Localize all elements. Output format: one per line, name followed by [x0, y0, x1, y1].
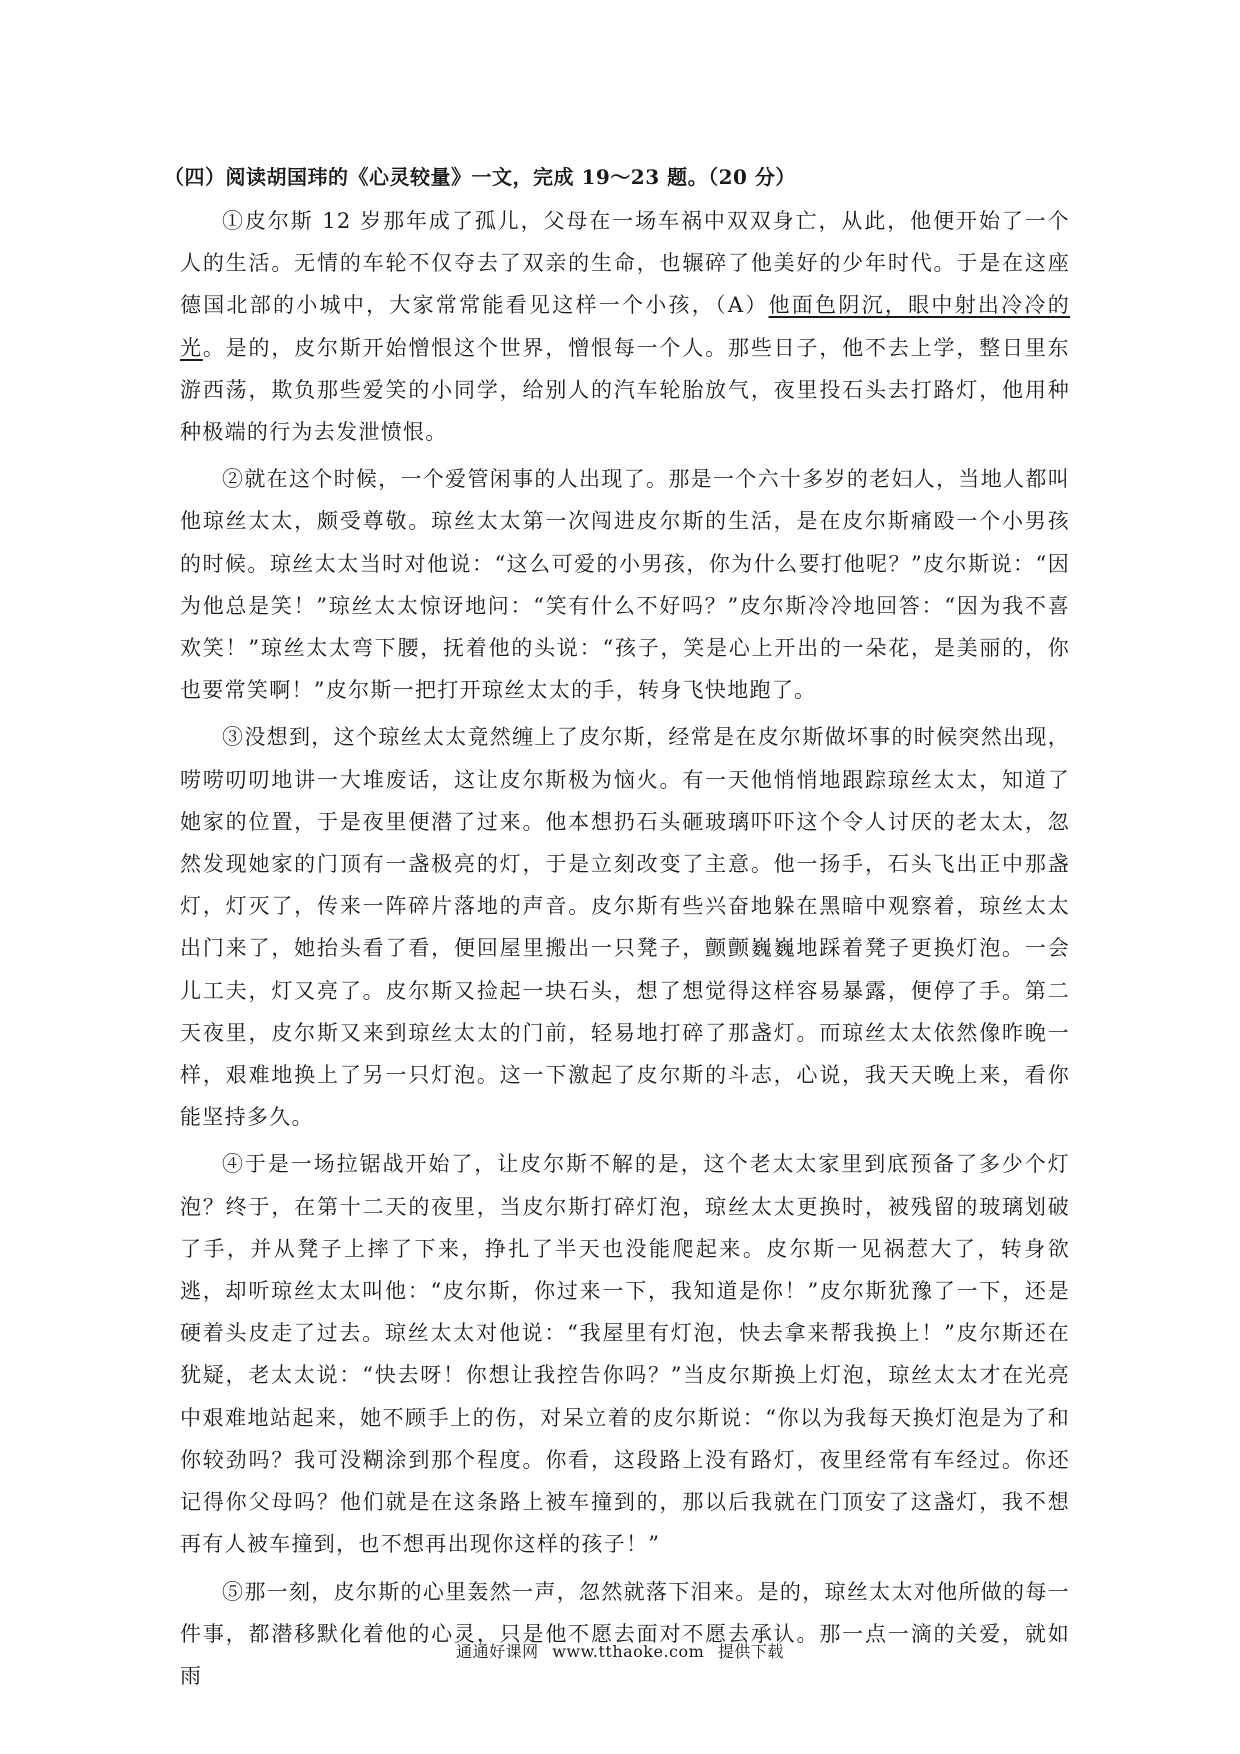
- paragraph-1-text-start: ①皮尔斯 12 岁那年成了孤儿，父母在一场车祸中双双身亡，从此，他便开始了一个人的生活。无情的车轮不仅夺去了双亲的生命，也辗碎了他美好的少年时代。于是在这座德国北部的小城中，大家常常能看见这样一个小孩，（A）: [180, 209, 1070, 318]
- section-heading: （四）阅读胡国玮的《心灵较量》一文，完成 19～23 题。（20 分）: [164, 165, 796, 189]
- footer-suffix: 提供下载: [717, 1642, 784, 1661]
- paragraph-1: [180, 200, 1070, 453]
- paragraph-5: ⑤那一刻，皮尔斯的心里轰然一声，忽然就落下泪来。是的，琼丝太太对他所做的每一件事，都潜移默化着他的心灵，只是他不愿去面对不愿去承认。那一点一滴的关爱，就如雨: [180, 1579, 1070, 1688]
- paragraph-2: ②就在这个时候，一个爱管闲事的人出现了。那是一个六十多岁的老妇人，当地人都叫他琼丝太太，颇受尊敬。琼丝太太第一次闯进皮尔斯的生活，是在皮尔斯痛殴一个小男孩的时候。琼丝太太当时对他说：“这么可爱的小男孩，你为什么要打他呢？”皮尔斯说：“因为他总是笑！”琼丝太太惊讶地问：“笑有什么不好吗？”皮尔斯冷冷地回答：“因为我不喜欢笑！”琼丝太太弯下腰，抚着他的头说：“孩子，笑是心上开出的一朵花，是美丽的，你也要常笑啊！”皮尔斯一把打开琼丝太太的手，转身飞快地跑了。: [180, 467, 1070, 703]
- paragraph-3: ③没想到，这个琼丝太太竟然缠上了皮尔斯，经常是在皮尔斯做坏事的时候突然出现，唠唠叨叨地讲一大堆废话，这让皮尔斯极为恼火。有一天他悄悄地跟踪琼丝太太，知道了她家的位置，于是夜里便潜了过来。他本想扔石头砸玻璃吓吓这个令人讨厌的老太太，忽然发现她家的门顶有一盏极亮的灯，于是立刻改变了主意。他一扬手，石头飞出正中那盏灯，灯灭了，传来一阵碎片落地的声音。皮尔斯有些兴奋地躲在黑暗中观察着，琼丝太太出门来了，她抬头看了看，便回屋里搬出一只凳子，颤颤巍巍地踩着凳子更换灯泡。一会儿工夫，灯又亮了。皮尔斯又捡起一块石头，想了想觉得这样容易暴露，便停了手。第二天夜里，皮尔斯又来到琼丝太太的门前，轻易地打碎了那盏灯。而琼丝太太依然像昨晚一样，艰难地换上了另一只灯泡。这一下激起了皮尔斯的斗志，心说，我天天晚上来，看你能坚持多久。: [180, 725, 1070, 1130]
- footer-url: www.tthaoke.com: [552, 1642, 705, 1661]
- underlined-sentence-a: 他面色阴沉，眼中射出冷冷的光: [180, 293, 1070, 360]
- paragraph-1-text-end: 。是的，皮尔斯开始憎恨这个世界，憎恨每一个人。那些日子，他不去上学，整日里东游西荡，欺负那些爱笑的小同学，给别人的汽车轮胎放气，夜里投石头去打路灯，他用种种极端的行为去发泄愤恨。: [180, 335, 1070, 445]
- paragraph-4: ④于是一场拉锯战开始了，让皮尔斯不解的是，这个老太太家里到底预备了多少个灯泡？终于，在第十二天的夜里，当皮尔斯打碎灯泡，琼丝太太更换时，被残留的玻璃划破了手，并从凳子上摔了下来，挣扎了半天也没能爬起来。皮尔斯一见祸惹大了，转身欲逃，却听琼丝太太叫他：“皮尔斯，你过来一下，我知道是你！”皮尔斯犹豫了一下，还是硬着头皮走了过去。琼丝太太对他说：“我屋里有灯泡，快去拿来帮我换上！”皮尔斯还在犹疑，老太太说：“快去呀！你想让我控告你吗？”当皮尔斯换上灯泡，琼丝太太才在光亮中艰难地站起来，她不顾手上的伤，对呆立着的皮尔斯说：“你以为我每天换灯泡是为了和你较劲吗？我可没糊涂到那个程度。你看，这段路上没有路灯，夜里经常有车经过。你还记得你父母吗？他们就是在这条路上被车撞到的，那以后我就在门顶安了这盏灯，我不想再有人被车撞到，也不想再出现你这样的孩子！”: [180, 1152, 1070, 1557]
- reading-passage: [180, 200, 1070, 1702]
- page-footer: [0, 1640, 1240, 1664]
- footer-site-name: 通通好课网: [456, 1642, 539, 1661]
